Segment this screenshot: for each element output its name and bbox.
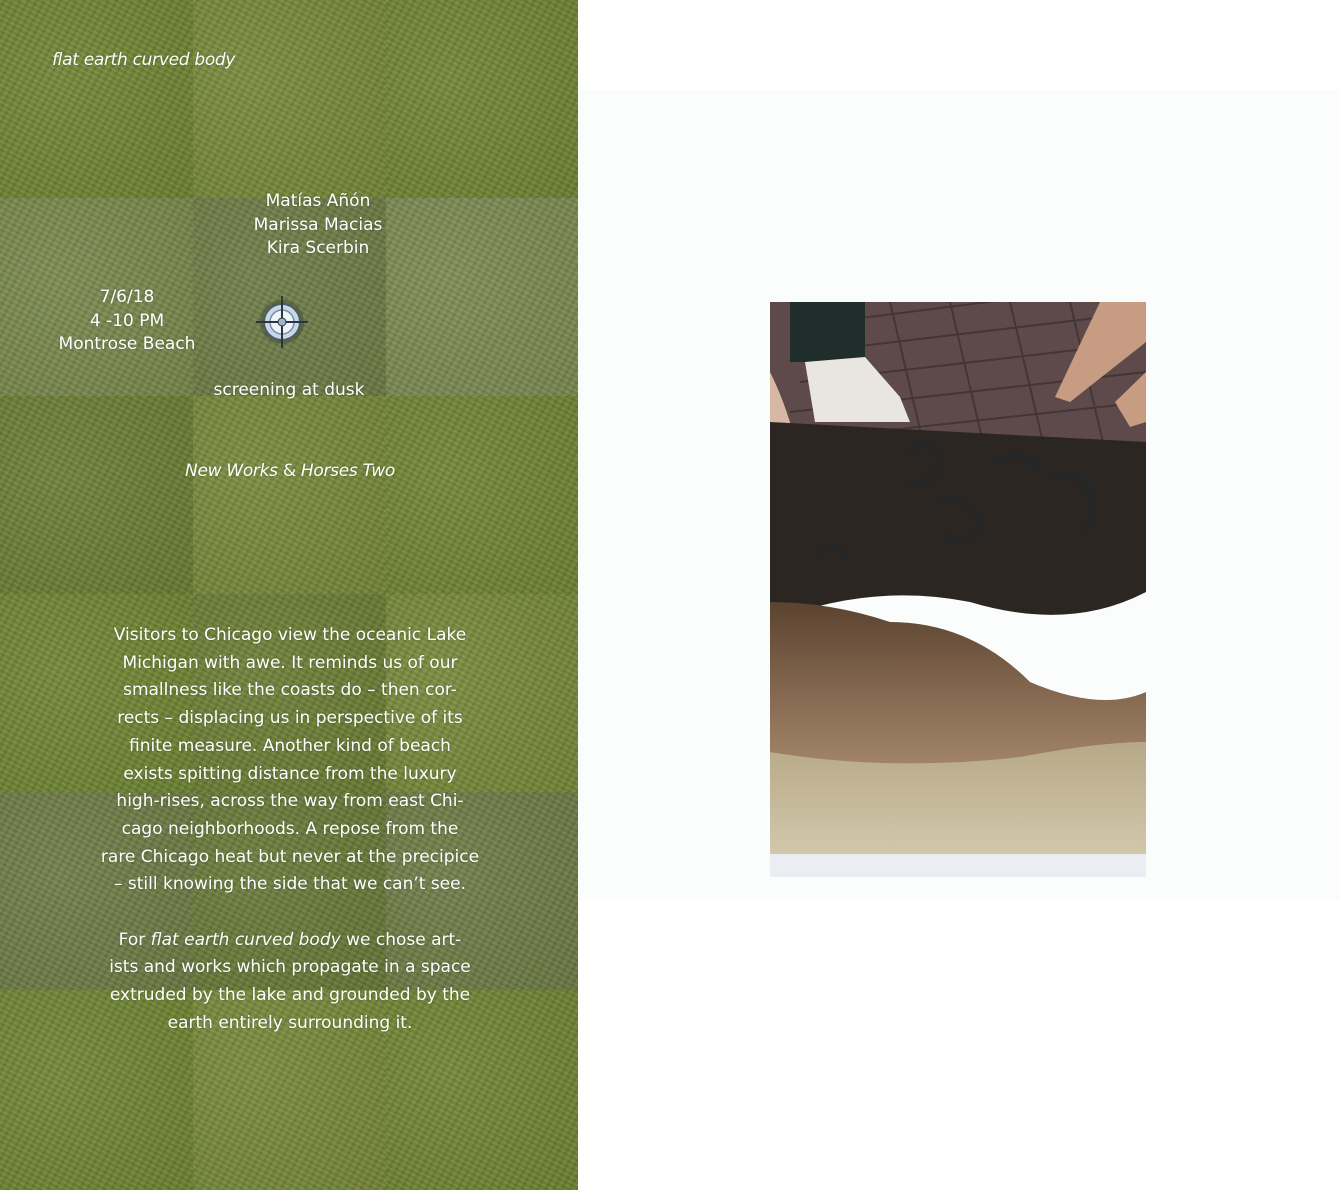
essay-line: ists and works which propagate in a space — [109, 957, 471, 978]
grass-tile — [193, 396, 386, 594]
artist-name: Kira Scerbin — [266, 238, 370, 258]
essay — [86, 622, 494, 1038]
program-title: New Works — [185, 461, 278, 481]
artist-name: Marissa Macias — [253, 214, 383, 235]
program-title: Horses Two — [300, 461, 395, 481]
essay-line: finite measure. Another kind of beach — [129, 735, 451, 756]
artist-list — [218, 190, 418, 261]
essay-line: Visitors to Chicago view the oceanic Lake — [113, 625, 467, 645]
grass-tile — [0, 0, 193, 198]
essay-line — [86, 927, 494, 955]
artist-name: Matías Añón — [265, 191, 371, 211]
compass-target-icon — [252, 292, 312, 352]
essay-title-italic: flat earth curved body — [150, 929, 341, 950]
grass-tile — [0, 396, 193, 594]
essay-line: exists spitting distance from the luxury — [123, 763, 457, 784]
show-title: flat earth curved body — [52, 50, 236, 70]
essay-line: rare Chicago heat but never at the precipice — [100, 846, 480, 867]
essay-line: Michigan with awe. It reminds us of our — [122, 652, 458, 673]
essay-text: we chose art- — [340, 929, 462, 950]
essay-line: cago neighborhoods. A repose from the — [121, 818, 459, 839]
paragraph-gap — [86, 899, 494, 927]
essay-line: earth entirely surrounding it. — [167, 1012, 413, 1033]
grass-tile — [386, 0, 578, 198]
event-date: 7/6/18 — [99, 287, 155, 307]
event-details — [42, 286, 212, 357]
essay-line: rects – displacing us in perspective of its — [117, 708, 463, 729]
beach-sand-photo — [770, 302, 1146, 877]
grass-tile — [386, 396, 578, 594]
grass-panel — [0, 0, 578, 1190]
ampersand: & — [282, 461, 296, 481]
essay-line: high-rises, across the way from east Chi- — [116, 791, 464, 812]
screening-note: screening at dusk — [213, 380, 365, 400]
essay-line: extruded by the lake and grounded by the — [109, 985, 471, 1006]
event-time: 4 -10 PM — [89, 310, 165, 331]
program-titles — [150, 461, 430, 481]
essay-text: For — [118, 929, 151, 950]
event-location: Montrose Beach — [58, 334, 196, 354]
grass-tile — [193, 0, 386, 198]
essay-line: smallness like the coasts do – then cor- — [123, 680, 457, 701]
essay-line: – still knowing the side that we can’t see. — [113, 874, 467, 895]
